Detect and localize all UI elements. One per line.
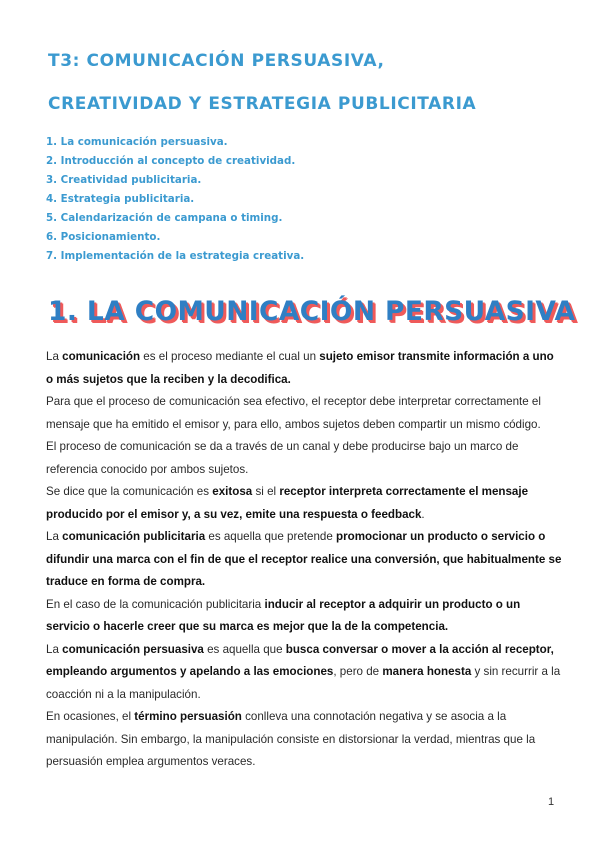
bold-text: sujeto emisor transmite información a uno o más sujetos que la reciben y la decodifica. — [46, 350, 554, 386]
toc-item: 3. Creatividad publicitaria. — [46, 174, 202, 186]
bold-text: término persuasión — [134, 710, 242, 723]
page-number: 1 — [548, 796, 555, 808]
text-run: Se dice que la comunicación es — [46, 485, 213, 498]
text-run: es aquella que — [203, 642, 286, 656]
section-heading: 1. LA COMUNICACIÓN PERSUASIVA — [48, 296, 576, 327]
text-run: . — [421, 507, 425, 521]
body-text — [46, 346, 562, 774]
text-run: es el proceso mediante el cual un — [140, 350, 320, 363]
bold-text: comunicación persuasiva — [62, 642, 204, 656]
toc-item: 4. Estrategia publicitaria. — [46, 193, 195, 205]
bold-text: receptor interpreta correctamente el mensaje producido por el emisor y, a su vez, emite una respuesta o feedback — [46, 485, 529, 521]
text-run: Para que el proceso de comunicación sea efectivo, el receptor debe interpretar correctamente el mensaje que ha emitido el emisor y, para ello, ambos sujetos deben compartir un mismo código. — [46, 395, 541, 431]
text-run: La — [46, 350, 63, 363]
bold-text: inducir al receptor a adquirir un producto o un servicio o hacerle creer que su marca es mejor que la de la competencia. — [46, 597, 521, 633]
bold-text: comunicación — [62, 350, 141, 363]
text-run: En el caso de la comunicación publicitaria — [46, 597, 265, 611]
bold-text: busca conversar o mover a la acción al receptor, empleando argumentos y apelando a las emociones — [46, 642, 554, 678]
document-title-line-1: T3: COMUNICACIÓN PERSUASIVA, — [48, 51, 385, 71]
toc-item: 7. Implementación de la estrategia creativa. — [46, 250, 305, 262]
toc-item: 2. Introducción al concepto de creatividad. — [46, 155, 296, 167]
bold-text: manera honesta — [382, 665, 472, 678]
body-paragraph — [46, 346, 562, 391]
text-run: La — [46, 530, 63, 543]
body-paragraph — [46, 706, 562, 774]
body-paragraph — [46, 526, 562, 594]
bold-text: comunicación publicitaria — [62, 530, 206, 543]
body-paragraph — [46, 639, 562, 707]
toc-item: 6. Posicionamiento. — [46, 231, 161, 243]
document-title-line-2: CREATIVIDAD Y ESTRATEGIA PUBLICITARIA — [48, 94, 477, 114]
table-of-contents — [46, 133, 304, 266]
text-run: En ocasiones, el — [46, 710, 135, 723]
text-run: , pero de — [333, 665, 383, 678]
text-run: El proceso de comunicación se da a través de un canal y debe producirse bajo un marco de referencia conocido por ambos sujetos. — [46, 440, 519, 476]
body-paragraph — [46, 594, 562, 639]
bold-text: promocionar un producto o servicio o difundir una marca con el fin de que el receptor realice una conversión, que habitualmente se traduce en forma de compra. — [46, 530, 562, 588]
text-run: La — [46, 642, 63, 656]
body-paragraph — [46, 481, 562, 526]
text-run: es aquella que pretende — [205, 530, 337, 543]
text-run: conlleva una connotación negativa y se asocia a la manipulación. Sin embargo, la manipulación consiste en distorsionar la verdad, mientras que la persuasión emplea argumentos veraces. — [46, 710, 536, 768]
body-paragraph — [46, 436, 562, 481]
toc-item: 5. Calendarización de campana o timing. — [46, 212, 283, 224]
text-run: y sin recurrir a la coacción ni a la manipulación. — [46, 665, 561, 701]
body-paragraph — [46, 391, 562, 436]
toc-item: 1. La comunicación persuasiva. — [46, 136, 228, 148]
bold-text: exitosa — [212, 485, 253, 498]
text-run: si el — [252, 485, 280, 498]
